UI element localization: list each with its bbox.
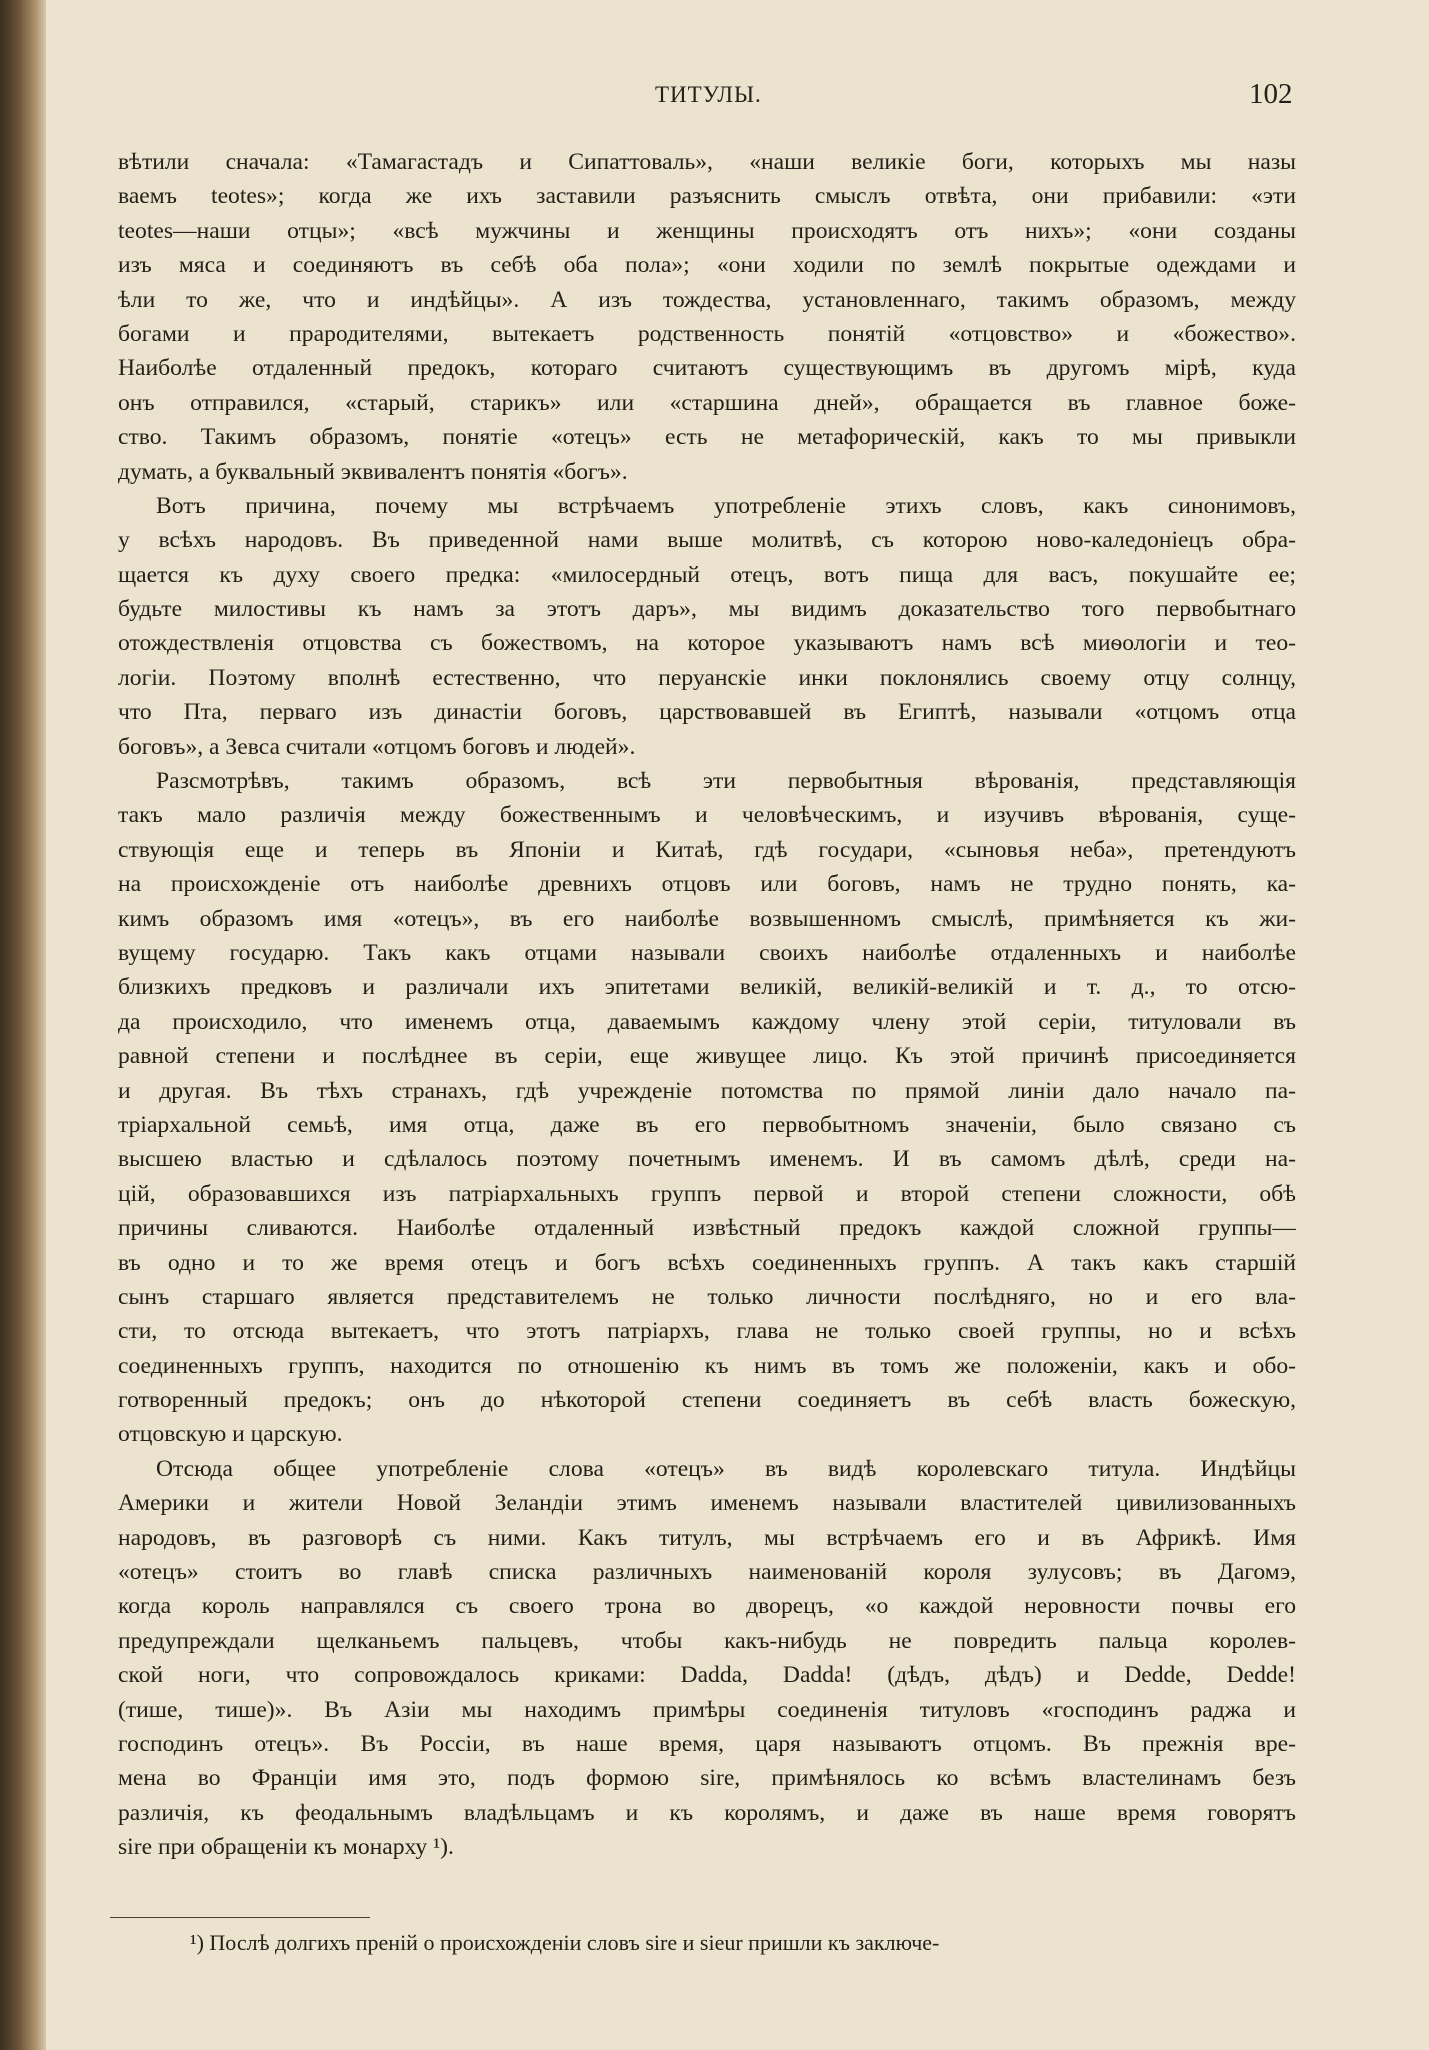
body-text: [118, 145, 1296, 1865]
text-line: Америки и жители Новой Зеландіи этимъ именемъ называли властителей цивилизованныхъ: [118, 1490, 1296, 1517]
text-line: ѣли то же, что и индѣйцы». А изъ тождества, установленнаго, такимъ образомъ, между: [118, 286, 1296, 313]
text-line: онъ отправился, «старый, старикъ» или «старшина дней», обращается въ главное боже-: [118, 389, 1296, 416]
text-line: предупреждали щелканьемъ пальцевъ, чтобы какъ-нибудь не повредить пальца королев-: [118, 1627, 1296, 1654]
text-line: различія, къ феодальнымъ владѣльцамъ и къ королямъ, и даже въ наше время говорятъ: [118, 1799, 1296, 1826]
text-line: изъ мяса и соединяютъ въ себѣ оба пола»; «они ходили по землѣ покрытые одеждами и: [118, 252, 1296, 279]
text-line: логіи. Поэтому вполнѣ естественно, что перуанскіе инки поклонялись своему отцу солнцу,: [118, 664, 1296, 691]
text-line: народовъ, въ разговорѣ съ ними. Какъ титулъ, мы встрѣчаемъ его и въ Африкѣ. Имя: [118, 1524, 1296, 1551]
text-line: равной степени и послѣднее въ серіи, еще живущее лицо. Къ этой причинѣ присоединяется: [118, 1043, 1296, 1070]
text-line: тріархальной семьѣ, имя отца, даже въ его первобытномъ значеніи, было связано съ: [118, 1111, 1296, 1138]
paragraph-first-line: Вотъ причина, почему мы встрѣчаемъ употребленіе этихъ словъ, какъ синонимовъ,: [156, 492, 1296, 519]
text-line: господинъ отецъ». Въ Россіи, въ наше время, царя называютъ отцомъ. Въ прежнія вре-: [118, 1730, 1296, 1757]
text-line: да происходило, что именемъ отца, даваемымъ каждому члену этой серіи, титуловали въ: [118, 1008, 1296, 1035]
running-head: [0, 78, 1429, 118]
text-line: отождествленія отцовства съ божествомъ, на которое указываютъ намъ всѣ миѳологіи и тео-: [118, 630, 1296, 657]
text-line: Наиболѣе отдаленный предокъ, котораго считаютъ существующимъ въ другомъ мірѣ, куда: [118, 355, 1296, 382]
text-line: ваемъ teotes»; когда же ихъ заставили разъяснить смыслъ отвѣта, они прибавили: «эти: [118, 183, 1296, 210]
text-line: (тише, тише)». Въ Азіи мы находимъ примѣры соединенія титуловъ «господинъ раджа и: [118, 1696, 1296, 1723]
paragraph-first-line: Разсмотрѣвъ, такимъ образомъ, всѣ эти первобытныя вѣрованія, представляющія: [156, 768, 1296, 795]
text-line: вущему государю. Такъ какъ отцами называли своихъ наиболѣе отдаленныхъ и наиболѣе: [118, 939, 1296, 966]
footnote-rule: [110, 1917, 370, 1918]
text-line: будьте милостивы къ намъ за этотъ даръ», мы видимъ доказательство того первобытнаго: [118, 596, 1296, 623]
text-line: сынъ старшаго является представителемъ не только личности послѣдняго, но и его вла-: [118, 1283, 1296, 1310]
text-line: думать, а буквальный эквивалентъ понятія «богъ».: [118, 458, 628, 485]
running-title: ТИТУЛЫ.: [655, 82, 762, 107]
text-line: щается къ духу своего предка: «милосердный отецъ, вотъ пища для васъ, покушайте ее;: [118, 561, 1296, 588]
text-line: сти, то отсюда вытекаетъ, что этотъ патріархъ, глава не только своей группы, но и всѣхъ: [118, 1318, 1296, 1345]
text-line: соединенныхъ группъ, находится по отношенію къ нимъ въ томъ же положеніи, какъ и обо-: [118, 1352, 1296, 1379]
text-line: готворенный предокъ; онъ до нѣкоторой степени соединяетъ въ себѣ власть божескую,: [118, 1387, 1296, 1414]
text-line: «отецъ» стоитъ во главѣ списка различныхъ наименованій короля зулусовъ; въ Дагомэ,: [118, 1559, 1296, 1586]
text-line: что Пта, перваго изъ династіи боговъ, царствовавшей въ Египтѣ, называли «отцомъ отца: [118, 699, 1296, 726]
text-line: отцовскую и царскую.: [118, 1421, 343, 1448]
text-line: цій, образовавшихся изъ патріархальныхъ группъ первой и второй степени сложности, обѣ: [118, 1180, 1296, 1207]
page-number: 102: [1249, 78, 1293, 110]
text-line: ство. Такимъ образомъ, понятіе «отецъ» есть не метафорическій, какъ то мы привыкли: [118, 424, 1296, 451]
text-line: вѣтили сначала: «Тамагастадъ и Сипаттоваль», «наши великіе боги, которыхъ мы назы: [118, 149, 1296, 175]
text-line: и другая. Въ тѣхъ странахъ, гдѣ учрежденіе потомства по прямой линіи дало начало па-: [118, 1077, 1296, 1104]
text-line: кимъ образомъ имя «отецъ», въ его наиболѣе возвышенномъ смыслѣ, примѣняется къ жи-: [118, 905, 1296, 932]
text-line: въ одно и то же время отецъ и богъ всѣхъ соединенныхъ группъ. А такъ какъ старшій: [118, 1249, 1296, 1276]
text-line: sire при обращеніи къ монарху ¹).: [118, 1834, 454, 1861]
text-line: мена во Франціи имя это, подъ формою sire, примѣнялось ко всѣмъ властелинамъ безъ: [118, 1765, 1296, 1792]
text-line: teotes—наши отцы»; «всѣ мужчины и женщины происходятъ отъ нихъ»; «они созданы: [118, 217, 1296, 244]
text-line: ской ноги, что сопровождалось криками: Dadda, Dadda! (дѣдъ, дѣдъ) и Dedde, Dedde!: [118, 1662, 1296, 1689]
text-line: у всѣхъ народовъ. Въ приведенной нами выше молитвѣ, съ которою ново-каледоніецъ обра-: [118, 527, 1296, 554]
text-line: такъ мало различія между божественнымъ и человѣческимъ, и изучивъ вѣрованія, суще-: [118, 802, 1296, 829]
text-line: боговъ», а Зевса считали «отцомъ боговъ и людей».: [118, 733, 636, 760]
text-line: высшею властью и сдѣлалось поэтому почетнымъ именемъ. И въ самомъ дѣлѣ, среди на-: [118, 1146, 1296, 1173]
paragraph-first-line: Отсюда общее употребленіе слова «отецъ» въ видѣ королевскаго титула. Индѣйцы: [156, 1455, 1296, 1482]
footnote: ¹) Послѣ долгихъ преній о происхожденіи словъ sire и sieur пришли къ заключе-: [190, 1930, 940, 1955]
text-line: богами и прародителями, вытекаетъ родственность понятій «отцовство» и «божество».: [118, 320, 1296, 347]
text-line: ствующія еще и теперь въ Японіи и Китаѣ, гдѣ государи, «сыновья неба», претендуютъ: [118, 836, 1296, 863]
text-line: причины сливаются. Наиболѣе отдаленный извѣстный предокъ каждой сложной группы—: [118, 1215, 1296, 1242]
text-line: близкихъ предковъ и различали ихъ эпитетами великій, великій-великій и т. д., то отсю-: [118, 974, 1296, 1001]
text-line: на происхожденіе отъ наиболѣе древнихъ отцовъ или боговъ, намъ не трудно понять, ка-: [118, 871, 1296, 898]
text-line: когда король направлялся съ своего трона во дворецъ, «о каждой неровности почвы его: [118, 1593, 1296, 1620]
